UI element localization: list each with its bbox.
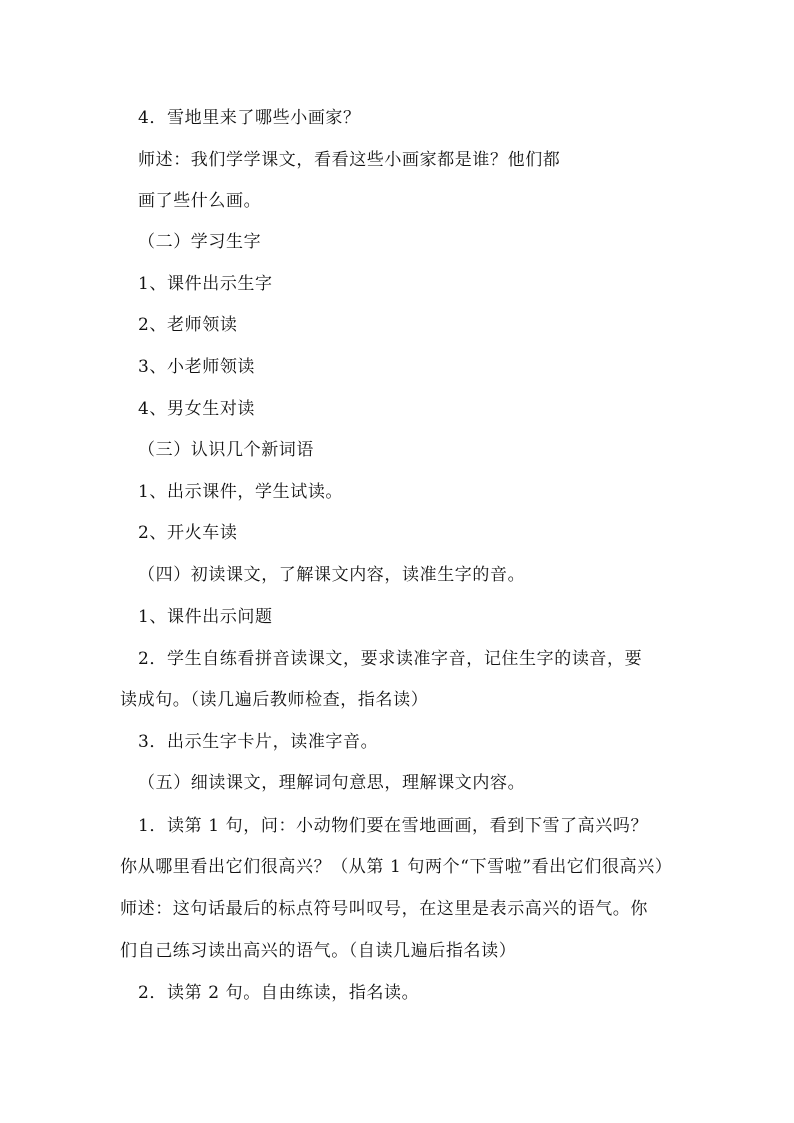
text-line-7: 3、小老师领读 — [138, 357, 256, 377]
text-line-15: 读成句。（读几遍后教师检查，指名读） — [120, 690, 429, 710]
text-line-5: 1、课件出示生字 — [138, 274, 273, 294]
text-line-8: 4、男女生对读 — [138, 399, 256, 419]
text-line-14: 2．学生自练看拼音读课文，要求读准字音，记住生字的读音，要 — [138, 649, 643, 669]
section-heading-5: （五）细读课文，理解词句意思，理解课文内容。 — [138, 773, 526, 793]
section-heading-3: （三）认识几个新词语 — [138, 440, 314, 460]
section-heading-2: （二）学习生字 — [138, 232, 262, 252]
text-line-13: 1、课件出示问题 — [138, 607, 273, 627]
text-line-22: 2．读第 2 句。自由练读，指名读。 — [138, 983, 420, 1003]
text-line-11: 2、开火车读 — [138, 523, 238, 543]
text-line-21: 们自己练习读出高兴的语气。（自读几遍后指名读） — [120, 941, 517, 961]
text-line-18: 1．读第 1 句，问：小动物们要在雪地画画，看到下雪了高兴吗？ — [138, 816, 649, 836]
text-line-19: 你从哪里看出它们很高兴？（从第 1 句两个“下雪啦”看出它们很高兴） — [120, 857, 673, 877]
text-line-3: 画了些什么画。 — [138, 191, 262, 211]
text-line-10: 1、出示课件，学生试读。 — [138, 482, 344, 502]
text-line-20: 师述：这句话最后的标点符号叫叹号，在这里是表示高兴的语气。你 — [120, 899, 648, 919]
text-line-2: 师述：我们学学课文，看看这些小画家都是谁？他们都 — [138, 150, 561, 170]
text-line-6: 2、老师领读 — [138, 315, 238, 335]
text-line-16: 3．出示生字卡片，读准字音。 — [138, 732, 379, 752]
text-line-1: 4．雪地里来了哪些小画家？ — [138, 108, 361, 128]
section-heading-4: （四）初读课文，了解课文内容，读准生字的音。 — [138, 565, 526, 585]
